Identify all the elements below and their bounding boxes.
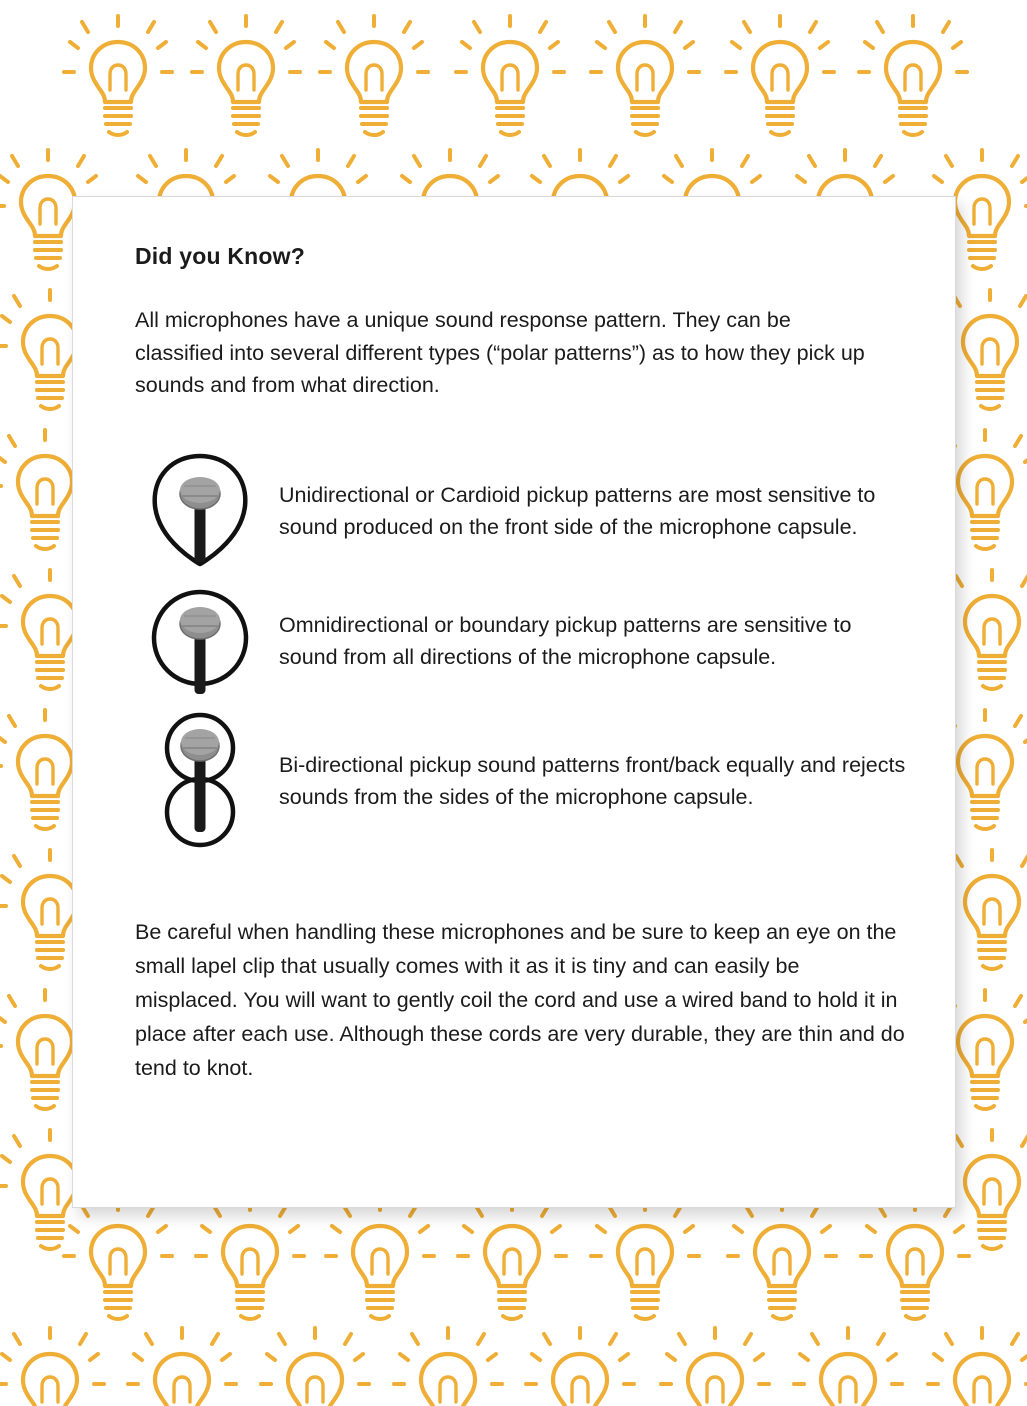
intro-paragraph: All microphones have a unique sound response pattern. They can be classified into several different types (“polar patterns”) as to how they pick up sounds and from what direction. <box>135 308 865 398</box>
list-item-label: Omnidirectional or boundary pickup patterns are sensitive to sound from all directions of the microphone capsule. <box>279 612 852 670</box>
page-title: Did you Know? <box>135 243 305 269</box>
omnidirectional-polar-pattern-microphone-icon <box>135 576 265 706</box>
list-item <box>135 576 909 706</box>
list-item-label: Bi-directional pickup sound patterns front/back equally and rejects sounds from the sides of the microphone capsule. <box>279 752 906 810</box>
list-item-label: Unidirectional or Cardioid pickup patterns are most sensitive to sound produced on the front side of the microphone capsule. <box>279 482 876 540</box>
list-item <box>135 446 909 576</box>
cardioid-polar-pattern-microphone-icon <box>135 446 265 576</box>
card-inner <box>135 243 909 1107</box>
closing-paragraph: Be careful when handling these microphones and be sure to keep an eye on the small lapel clip that usually comes with it as it is tiny and can easily be misplaced. You will want to gently coil the cord and use a wired band to hold it in place after each use. Although these cords are very durable, they are thin and do tend to knot. <box>135 920 905 1080</box>
bidirectional-polar-pattern-microphone-icon <box>135 706 265 856</box>
list-item <box>135 706 909 856</box>
content-card <box>72 196 956 1208</box>
polar-pattern-list <box>135 446 909 856</box>
